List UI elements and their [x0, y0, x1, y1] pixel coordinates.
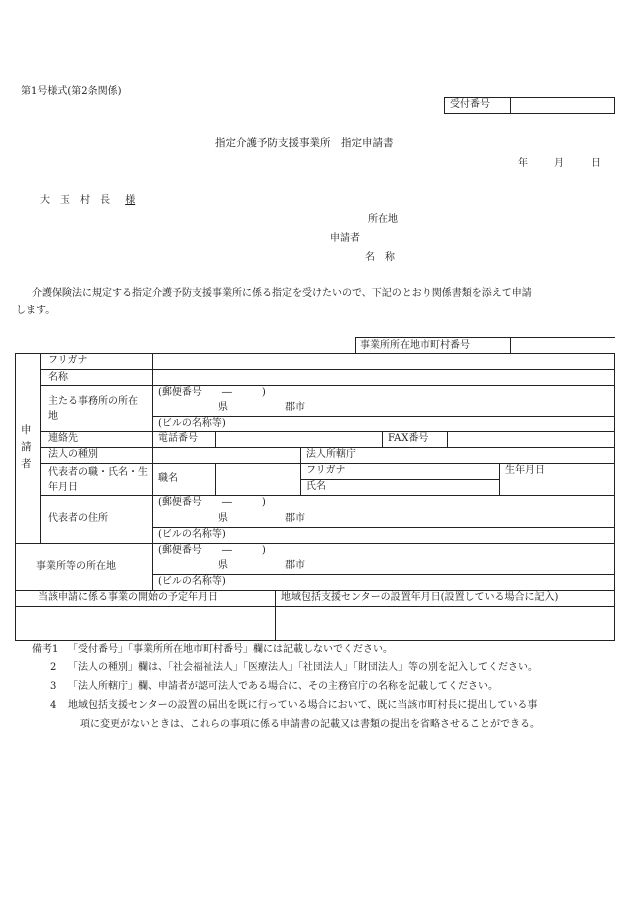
- applicant-label: 申請者: [330, 233, 360, 244]
- phone-label: 電話番号: [158, 433, 198, 444]
- note-4-number: 4: [50, 700, 57, 711]
- contact-label: 連絡先: [48, 433, 78, 444]
- rep-address-postal[interactable]: (郵便番号 ― ): [158, 497, 266, 508]
- receipt-number-label: 受付番号: [450, 99, 490, 110]
- rep-furigana-label: フリガナ: [306, 465, 346, 476]
- form-number: 第1号様式(第2条関係): [21, 86, 122, 97]
- main-office-city: 郡市: [285, 402, 305, 413]
- rep-name-label: 氏名: [306, 481, 326, 492]
- rep-address-label: 代表者の住所: [48, 513, 108, 524]
- rep-title-label: 代表者の職・氏名・生年月日: [48, 467, 148, 493]
- body-text-line1: 介護保険法に規定する指定介護予防支援事業所に係る指定を受けたいので、下記のとおり関係書類を添えて申請: [32, 288, 532, 299]
- rep-address-prefecture: 県: [218, 513, 228, 524]
- furigana-label: フリガナ: [48, 355, 88, 366]
- date-month: 月: [554, 158, 564, 169]
- date-year: 年: [518, 158, 528, 169]
- body-text-line2: します。: [16, 305, 56, 316]
- office-postal[interactable]: (郵便番号 ― ): [158, 545, 266, 556]
- document-title: 指定介護予防支援事業所 指定申請書: [215, 137, 394, 149]
- note-2-text: 「法人の種別」欄は、「社会福祉法人」「医療法人」「社団法人」「財団法人」等の別を記入してください。: [68, 662, 538, 673]
- addressee: [40, 191, 135, 206]
- office-location-label: 事業所等の所在地: [36, 561, 116, 572]
- main-office-label: 主たる事務所の所在地: [48, 396, 138, 422]
- office-building[interactable]: (ビルの名称等): [158, 576, 226, 587]
- note-1-number: 備考1: [32, 644, 59, 655]
- main-office-building[interactable]: (ビルの名称等): [158, 418, 226, 429]
- position-label: 職名: [158, 473, 178, 484]
- office-prefecture: 県: [218, 560, 228, 571]
- name-label: 名称: [48, 372, 68, 383]
- note-2-number: 2: [50, 662, 57, 673]
- birthdate-label: 生年月日: [505, 465, 545, 476]
- note-3-text: 「法人所轄庁」欄、申請者が認可法人である場合に、その主務官庁の名称を記載してください。: [68, 681, 498, 692]
- main-office-postal[interactable]: (郵便番号 ― ): [158, 387, 266, 398]
- office-city: 郡市: [285, 560, 305, 571]
- applicant-address-label: 所在地: [368, 214, 398, 225]
- note-4-text: 地域包括支援センターの設置の届出を既に行っている場合において、既に当該市町村長に提出している事: [68, 700, 538, 711]
- rep-address-building[interactable]: (ビルの名称等): [158, 529, 226, 540]
- start-date-label: 当該申請に係る事業の開始の予定年月日: [38, 592, 218, 603]
- applicant-side-label: 申請者: [21, 424, 32, 470]
- corp-office-label: 法人所轄庁: [306, 449, 356, 460]
- addressee-honorific: 様: [125, 195, 136, 206]
- municipality-code-label: 事業所所在地市町村番号: [360, 340, 470, 351]
- main-office-prefecture: 県: [218, 402, 228, 413]
- note-3-number: 3: [50, 681, 57, 692]
- note-1-text: 「受付番号」「事業所所在地市町村番号」欄には記載しないでください。: [68, 644, 393, 655]
- applicant-name-label: 名 称: [365, 252, 395, 263]
- fax-label: FAX番号: [388, 433, 429, 444]
- rep-address-city: 郡市: [285, 513, 305, 524]
- note-4-text-cont: 項に変更がないときは、これらの事項に係る申請書の記載又は書類の提出を省略させることができる。: [80, 719, 540, 730]
- date-day: 日: [591, 158, 601, 169]
- center-date-label: 地域包括支援センターの設置年月日(設置している場合に記入): [281, 592, 559, 603]
- addressee-name: 大 玉 村 長: [40, 195, 110, 206]
- corp-type-label: 法人の種別: [48, 449, 98, 460]
